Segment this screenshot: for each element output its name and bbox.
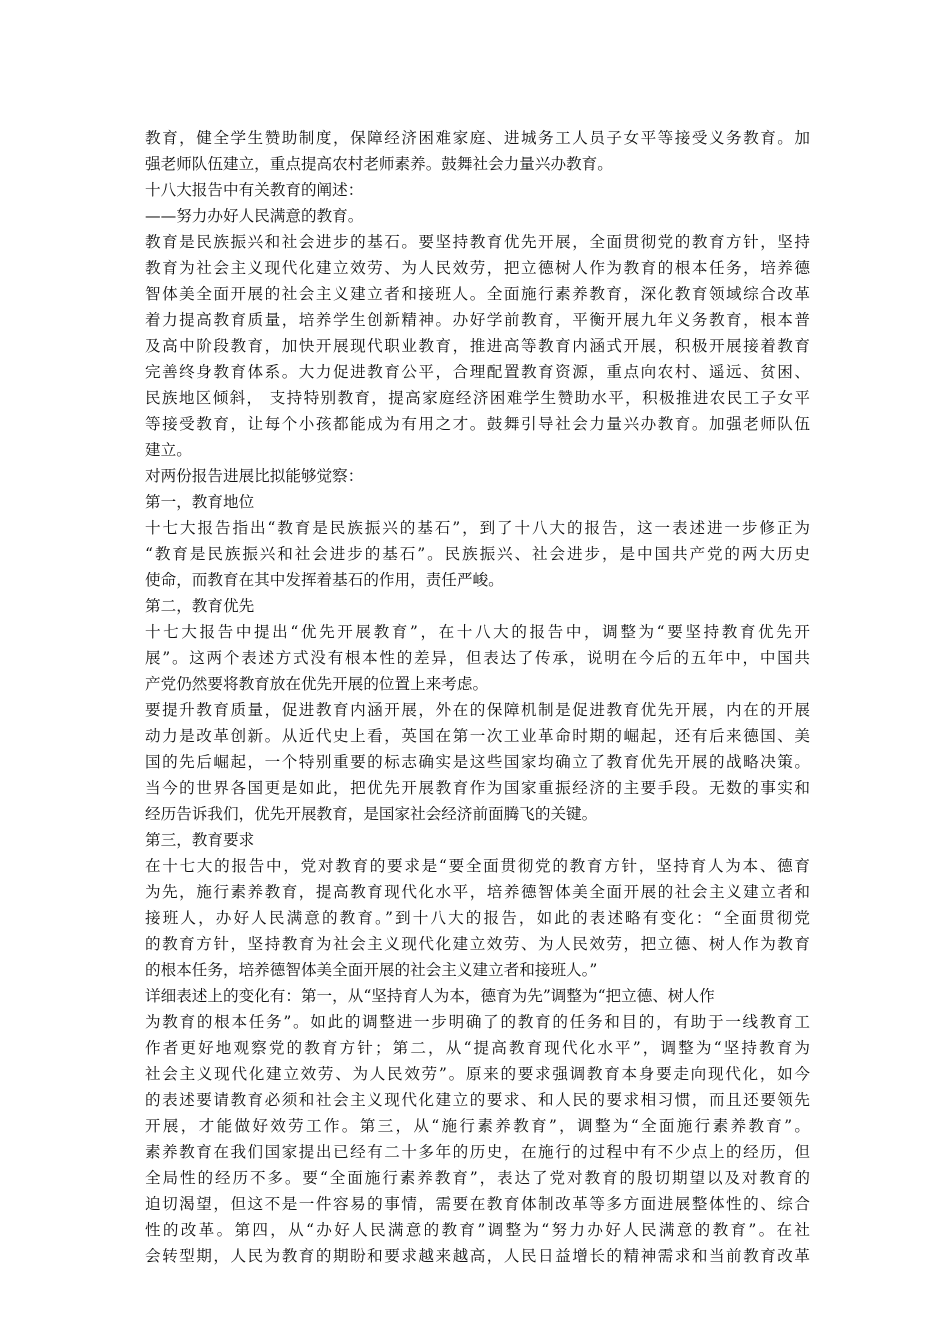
text-line: 当今的世界各国更是如此，把优先开展教育作为国家重振经济的主要手段。无数的事实和 [145, 779, 810, 797]
text-line: 及高中阶段教育，加快开展现代职业教育，推进高等教育内涵式开展，积极开展接着教育 [145, 337, 810, 355]
text-line: 会转型期，人民为教育的期盼和要求越来越高，人民日益增长的精神需求和当前教育改革 [145, 1247, 810, 1265]
text-line: 开展，才能做好效劳工作。第三，从“施行素养教育”，调整为“全面施行素养教育”。 [145, 1117, 810, 1135]
text-line: 十七大报告中提出“优先开展教育”，在十八大的报告中，调整为“要坚持教育优先开 [145, 623, 810, 641]
text-line: 使命，而教育在其中发挥着基石的作用，责任严峻。 [145, 571, 504, 589]
text-line: 为先，施行素养教育，提高教育现代化水平，培养德智体美全面开展的社会主义建立者和 [145, 883, 810, 901]
text-line: 国的先后崛起，一个特别重要的标志确实是这些国家均确立了教育优先开展的战略决策。 [145, 753, 810, 771]
text-line: 在十七大的报告中，党对教育的要求是“要全面贯彻党的教育方针，坚持育人为本、德育 [145, 857, 810, 875]
text-line: 产党仍然要将教育放在优先开展的位置上来考虑。 [145, 675, 489, 693]
text-line: 全局性的经历不多。要“全面施行素养教育”，表达了党对教育的殷切期望以及对教育的 [145, 1169, 810, 1187]
text-line: 的表述要请教育必须和社会主义现代化建立的要求、和人民的要求相习惯，而且还要领先 [145, 1091, 810, 1109]
text-line: 社会主义现代化建立效劳、为人民效劳”。原来的要求强调教育本身要走向现代化，如今 [145, 1065, 810, 1083]
text-line: 的教育方针，坚持教育为社会主义现代化建立效劳、为人民效劳，把立德、树人作为教育 [145, 935, 810, 953]
text-line: 教育为社会主义现代化建立效劳、为人民效劳，把立德树人作为教育的根本任务，培养德 [145, 259, 810, 277]
text-line: 第二，教育优先 [145, 597, 255, 615]
text-line: 建立。 [145, 441, 192, 459]
text-line: 民族地区倾斜， 支持特别教育，提高家庭经济困难学生赞助水平，积极推进农民工子女平 [145, 389, 810, 407]
text-line: 智体美全面开展的社会主义建立者和接班人。全面施行素养教育，深化教育领域综合改革 [145, 285, 810, 303]
text-line: 素养教育在我们国家提出已经有二十多年的历史，在施行的过程中有不少点上的经历，但 [145, 1143, 810, 1161]
text-line: 作者更好地观察党的教育方针；第二，从“提高教育现代化水平”，调整为“坚持教育为 [145, 1039, 810, 1057]
text-line: 性的改革。第四，从“办好人民满意的教育”调整为“努力办好人民满意的教育”。在社 [145, 1221, 810, 1239]
text-line: 完善终身教育体系。大力促进教育公平，合理配置教育资源，重点向农村、遥远、贫困、 [145, 363, 810, 381]
document-body [145, 125, 810, 1269]
text-line: 第三，教育要求 [145, 831, 255, 849]
text-line: 要提升教育质量，促进教育内涵开展，外在的保障机制是促进教育优先开展，内在的开展 [145, 701, 810, 719]
text-line: 教育，健全学生赞助制度，保障经济困难家庭、进城务工人员子女平等接受义务教育。加 [145, 129, 810, 147]
text-line: 迫切渴望，但这不是一件容易的事情，需要在教育体制改革等多方面进展整体性的、综合 [145, 1195, 810, 1213]
text-line: 第一，教育地位 [145, 493, 255, 511]
text-line: 详细表述上的变化有：第一，从“坚持育人为本，德育为先”调整为“把立德、树人作 [145, 987, 715, 1005]
text-line: 展”。这两个表述方式没有根本性的差异，但表达了传承，说明在今后的五年中，中国共 [145, 649, 810, 667]
text-line: 十八大报告中有关教育的阐述： [145, 181, 364, 199]
text-line: 经历告诉我们，优先开展教育，是国家社会经济前面腾飞的关键。 [145, 805, 598, 823]
text-line: 为教育的根本任务”。如此的调整进一步明确了的教育的任务和目的，有助于一线教育工 [145, 1013, 810, 1031]
text-line: 对两份报告进展比拟能够觉察： [145, 467, 364, 485]
text-line: 接班人，办好人民满意的教育。”到十八大的报告，如此的表述略有变化：“全面贯彻党 [145, 909, 810, 927]
text-line: 强老师队伍建立，重点提高农村老师素养。鼓舞社会力量兴办教育。 [145, 155, 613, 173]
text-line: 教育是民族振兴和社会进步的基石。要坚持教育优先开展，全面贯彻党的教育方针，坚持 [145, 233, 810, 251]
text-line: 等接受教育，让每个小孩都能成为有用之才。鼓舞引导社会力量兴办教育。加强老师队伍 [145, 415, 810, 433]
text-line: 着力提高教育质量，培养学生创新精神。办好学前教育，平衡开展九年义务教育，根本普 [145, 311, 810, 329]
text-line: ——努力办好人民满意的教育。 [145, 207, 364, 225]
text-line: 十七大报告指出“教育是民族振兴的基石”，到了十八大的报告，这一表述进一步修正为 [145, 519, 810, 537]
text-line: 的根本任务，培养德智体美全面开展的社会主义建立者和接班人。” [145, 961, 598, 979]
text-line: “教育是民族振兴和社会进步的基石”。民族振兴、社会进步，是中国共产党的两大历史 [145, 545, 810, 563]
text-line: 动力是改革创新。从近代史上看，英国在第一次工业革命时期的崛起，还有后来德国、美 [145, 727, 810, 745]
